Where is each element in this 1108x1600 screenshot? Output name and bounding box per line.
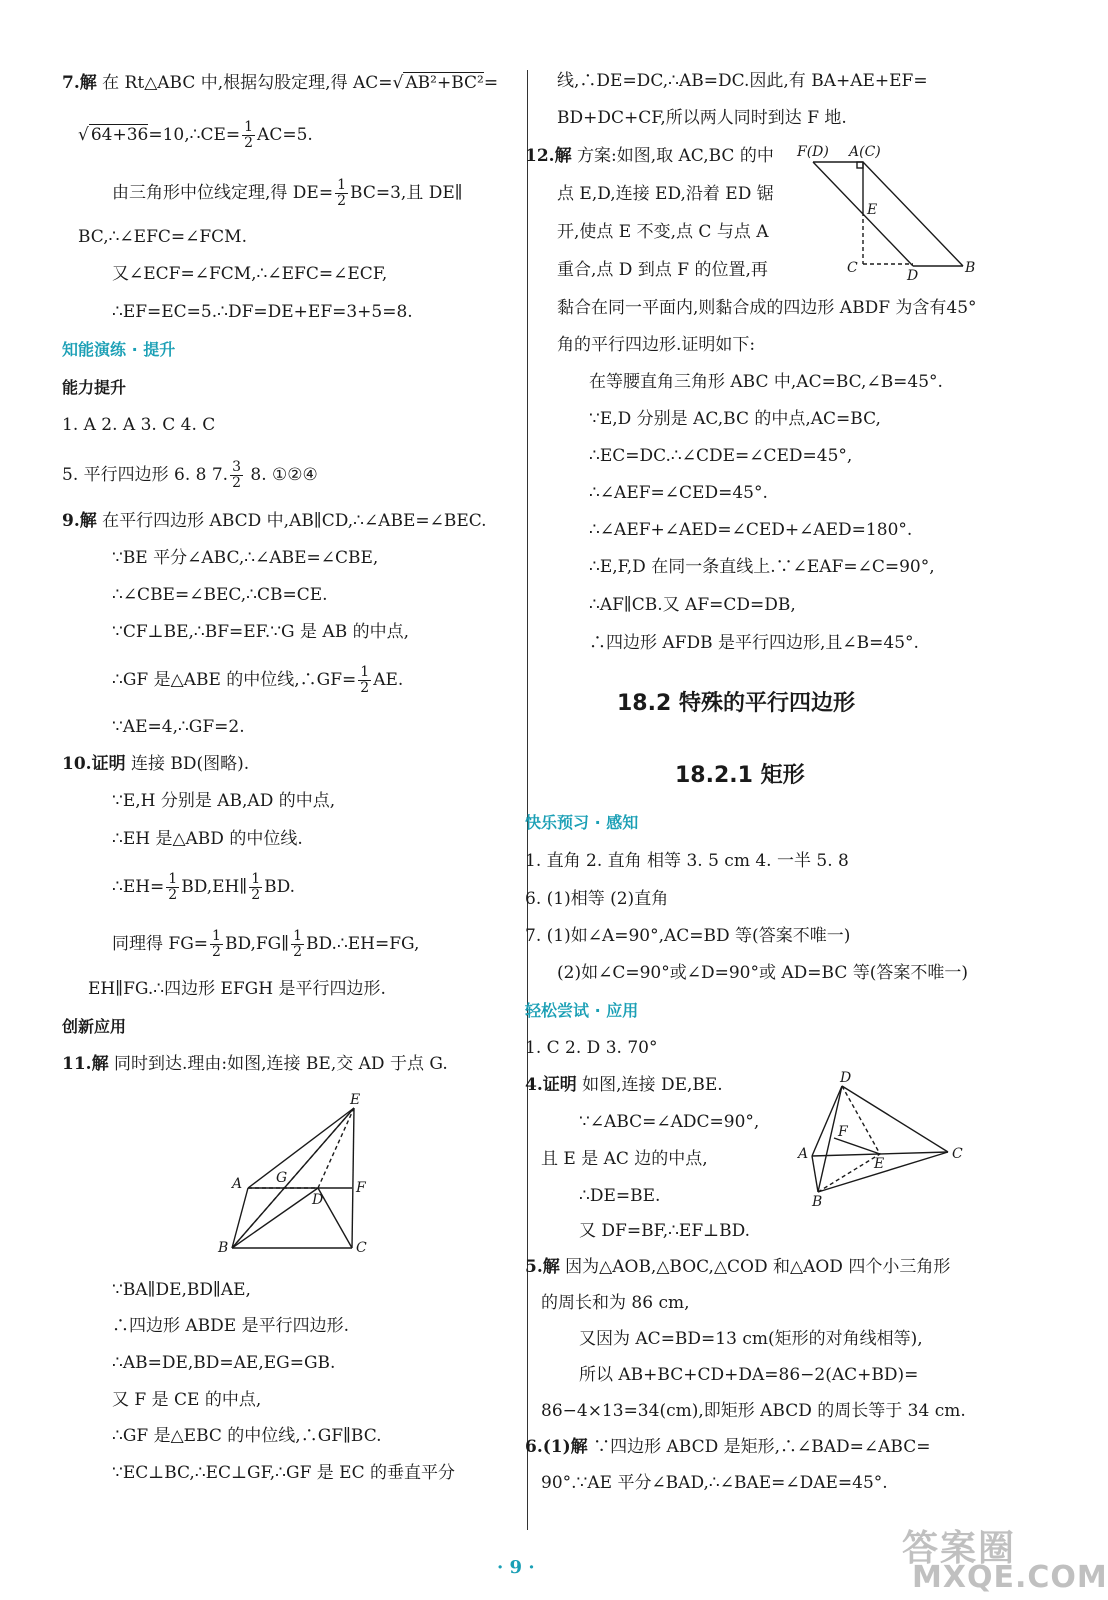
q4-line-1: 4.证明 如图,连接 DE,BE. [525,1075,723,1095]
q4-line-4: ∴DE=BE. [579,1186,661,1206]
fig12-label-B: B [965,260,976,276]
fig4-label-F: F [838,1124,848,1140]
fig11-label-A: A [232,1176,243,1192]
q12-line-10: ∴∠AEF=∠CED=45°. [589,483,768,503]
q10-line-5: 同理得 FG= $\frac{1}{2}$ BD,FG∥ $\frac{1}{2}$ BD.∴EH=FG, [112,928,420,960]
fig12-label-E: E [867,202,878,218]
q7-line-6: ∴EF=EC=5.∴DF=DE+EF=3+5=8. [112,302,413,322]
fig4-label-A: A [798,1146,809,1162]
q7-line-5: 又∠ECF=∠FCM,∴∠EFC=∠ECF, [112,264,388,284]
fraction: $\frac{1}{2}$ [212,928,221,960]
q7-text-2a: =10,∴CE= [148,125,241,145]
section-heading-kuaile: 快乐预习 · 感知 [525,813,639,832]
section-heading-chuangxin: 创新应用 [62,1017,127,1036]
q7-line-2: √ 64+36=10,∴CE= $\frac{1}{2}$ AC=5. [78,119,313,151]
q7-sqrt-2: 64+36 [90,125,149,145]
q12-line-6: 角的平行四边形.证明如下: [557,335,756,355]
q11-line-3: ∴四边形 ABDE 是平行四边形. [112,1316,350,1336]
q7-text-b: = [483,73,499,93]
q12-line-7: 在等腰直角三角形 ABC 中,AC=BC,∠B=45°. [589,372,943,392]
kuaile-answer-7a: 7. (1)如∠A=90°,AC=BD 等(答案不唯一) [525,926,851,946]
q12-line-1: 12.解 方案:如图,取 AC,BC 的中 [525,146,774,166]
q12-line-13: ∴AF∥CB.又 AF=CD=DB, [589,595,796,615]
fig11-label-E: E [350,1092,361,1108]
q7-text: 在 Rt△ABC 中,根据勾股定理,得 AC= [102,73,393,93]
q7-line-4: BC,∴∠EFC=∠FCM. [78,227,247,247]
qingsong-answers-1-3: 1. C 2. D 3. 70° [525,1038,658,1058]
section-title-18-2: 18.2 特殊的平行四边形 [617,691,855,716]
q5-line-4: 所以 AB+BC+CD+DA=86−2(AC+BD)= [579,1365,919,1385]
watermark-text-a: 答案圈 [902,1528,1017,1569]
fig11-label-G: G [276,1170,288,1186]
section-title-18-2-1: 18.2.1 矩形 [675,763,805,788]
q5-line-5: 86−4×13=34(cm),即矩形 ABCD 的周长等于 34 cm. [541,1401,966,1421]
q11-cont-line-2: BD+DC+CF,所以两人同时到达 F 地. [557,108,847,128]
q11-line-5: 又 F 是 CE 的中点, [112,1390,262,1410]
fig12-label-FD: F(D) [797,144,829,160]
fig11-label-D: D [312,1192,324,1208]
fig11-label-F: F [356,1180,366,1196]
fig12-label-C: C [847,260,858,276]
q12-line-3: 开,使点 E 不变,点 C 与点 A [557,222,769,242]
q7-line-3: 由三角形中位线定理,得 DE= $\frac{1}{2}$ BC=3,且 DE∥ [112,177,463,209]
fig4-label-C: C [952,1146,963,1162]
q10-line-1: 10.证明 连接 BD(图略). [62,754,250,774]
q12-line-2: 点 E,D,连接 ED,沿着 ED 锯 [557,184,774,204]
q5-line-1: 5.解 因为△AOB,△BOC,△COD 和△AOD 四个小三角形 [525,1257,951,1277]
q10-line-4: ∴EH= $\frac{1}{2}$ BD,EH∥ $\frac{1}{2}$ BD. [112,871,296,903]
fraction: $\frac{1}{2}$ [337,177,347,209]
q7-number: 7. [62,73,80,93]
q4-figure [790,1070,990,1210]
fraction: $\frac{1}{2}$ [168,871,178,903]
fig12-label-AC: A(C) [849,144,881,160]
watermark-logo [902,1520,1108,1595]
q12-line-5: 黏合在同一平面内,则黏合成的四边形 ABDF 为含有45° [557,298,977,318]
q11-line-2: ∵BA∥DE,BD∥AE, [112,1280,251,1300]
fig11-label-B: B [218,1240,229,1256]
left-column [0,0,540,1600]
q4-line-3: 且 E 是 AC 边的中点, [541,1149,708,1169]
q12-line-4: 重合,点 D 到点 F 的位置,再 [557,260,768,280]
right-column [525,0,1075,1600]
q9-line-5: ∴GF 是△ABE 的中位线,∴GF= $\frac{1}{2}$ AE. [112,664,404,696]
q12-line-8: ∵E,D 分别是 AC,BC 的中点,AC=BC, [589,409,881,429]
fig4-label-E: E [874,1156,885,1172]
q9-line-6: ∵AE=4,∴GF=2. [112,717,245,737]
q7-sqrt: AB²+BC² [405,73,484,93]
kuaile-answer-7b: (2)如∠C=90°或∠D=90°或 AD=BC 等(答案不唯一) [557,963,968,983]
q5-line-2: 的周长和为 86 cm, [541,1293,690,1313]
answers-1-4: 1. A 2. A 3. C 4. C [62,415,216,435]
q10-line-6: EH∥FG.∴四边形 EFGH 是平行四边形. [88,979,386,999]
q11-figure [210,1090,390,1260]
kuaile-answers-1-5: 1. 直角 2. 直角 相等 3. 5 cm 4. 一半 5. 8 [525,851,849,871]
q11-line-4: ∴AB=DE,BD=AE,EG=GB. [112,1353,336,1373]
q12-line-14: ∴四边形 AFDB 是平行四边形,且∠B=45°. [589,633,919,653]
q5-line-3: 又因为 AC=BD=13 cm(矩形的对角线相等), [579,1329,923,1349]
q6-line-1: 6.(1)解 ∵四边形 ABCD 是矩形,∴∠BAD=∠ABC= [525,1437,931,1457]
q4-line-2: ∵∠ABC=∠ADC=90°, [579,1112,760,1132]
q4-line-5: 又 DF=BF,∴EF⊥BD. [579,1221,751,1241]
fig11-label-C: C [356,1240,367,1256]
q11-line-6: ∴GF 是△EBC 的中位线,∴GF∥BC. [112,1426,382,1446]
column-divider [527,70,528,1530]
q9-line-3: ∴∠CBE=∠BEC,∴CB=CE. [112,585,328,605]
q7-line-1: 7.解 在 Rt△ABC 中,根据勾股定理,得 AC=√ AB²+BC²= [62,73,499,93]
q7-tag: 解 [79,73,97,93]
page-number: · 9 · [497,1557,535,1578]
fraction: $\frac{1}{2}$ [244,119,254,151]
kuaile-answer-6: 6. (1)相等 (2)直角 [525,889,669,909]
q6-line-2: 90°.∵AE 平分∠BAD,∴∠BAE=∠DAE=45°. [541,1473,888,1493]
section-heading-zhineng: 知能演练 · 提升 [62,340,176,359]
q10-line-3: ∴EH 是△ABD 的中位线. [112,829,303,849]
q7-text-2b: AC=5. [257,125,313,145]
fraction: $\frac{1}{2}$ [360,664,370,696]
fraction: $\frac{1}{2}$ [293,928,303,960]
fraction: $\frac{3}{2}$ [232,459,242,491]
watermark-text-b: MXQE.COM [912,1560,1108,1595]
q12-line-9: ∴EC=DC.∴∠CDE=∠CED=45°, [589,446,853,466]
q9-line-4: ∵CF⊥BE,∴BF=EF.∵G 是 AB 的中点, [112,622,410,642]
q10-line-2: ∵E,H 分别是 AB,AD 的中点, [112,791,336,811]
answers-5-8: 5. 平行四边形 6. 8 7. $\frac{3}{2}$ 8. ①②④ [62,459,318,491]
q9-line-1: 9.解 在平行四边形 ABCD 中,AB∥CD,∴∠ABE=∠BEC. [62,511,487,531]
q11-line-1: 11.解 同时到达.理由:如图,连接 BE,交 AD 于点 G. [62,1054,448,1074]
fig4-label-D: D [840,1070,852,1086]
section-heading-qingsong: 轻松尝试 · 应用 [525,1001,639,1020]
q12-line-12: ∴E,F,D 在同一条直线上.∵∠EAF=∠C=90°, [589,557,935,577]
q11-cont-line-1: 线,∴DE=DC,∴AB=DC.因此,有 BA+AE+EF= [557,71,928,91]
fig4-label-B: B [812,1194,823,1210]
q11-line-7: ∵EC⊥BC,∴EC⊥GF,∴GF 是 EC 的垂直平分 [112,1463,456,1483]
section-heading-nengli: 能力提升 [62,378,127,397]
fig12-label-D: D [907,268,919,284]
q12-figure [795,140,985,284]
q12-line-11: ∴∠AEF+∠AED=∠CED+∠AED=180°. [589,520,913,540]
fraction: $\frac{1}{2}$ [251,871,261,903]
q9-line-2: ∵BE 平分∠ABC,∴∠ABE=∠CBE, [112,548,379,568]
